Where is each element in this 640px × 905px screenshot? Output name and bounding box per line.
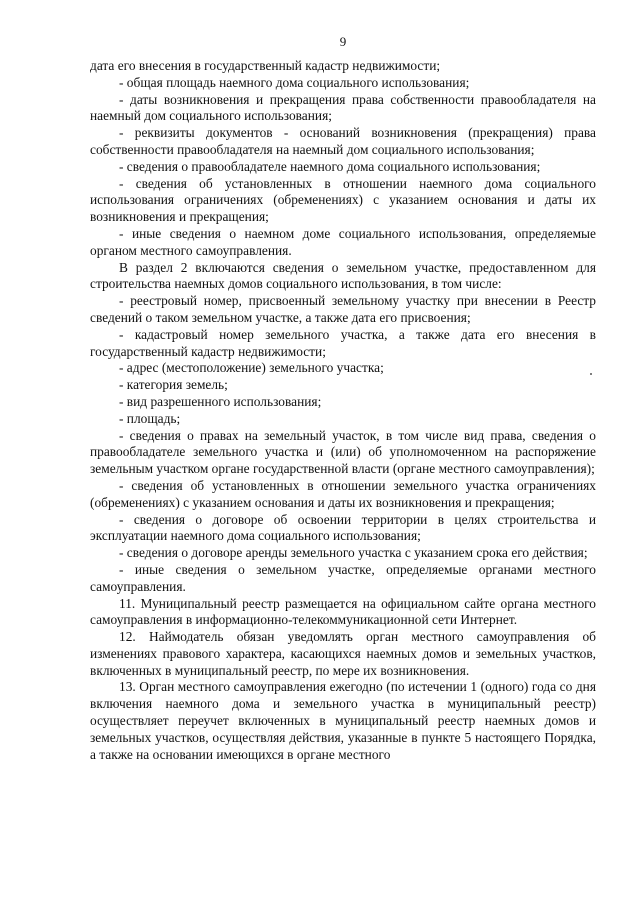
paragraph: - категория земель; <box>119 377 228 393</box>
paragraph: - сведения о договоре об освоении территории в целях строительства и эксплуатации наемного дома социального использования; <box>90 511 596 544</box>
paragraph: дата его внесения в государственный кадастр недвижимости; <box>90 58 441 73</box>
paragraph: В раздел 2 включаются сведения о земельном участке, предоставленном для строительства наемных домов социального использования, в том числе: <box>90 259 596 292</box>
paragraph: 12. Наймодатель обязан уведомлять орган местного самоуправления об изменениях правового характера, касающихся наемных домов и земельных участков, включенных в муниципальный реестр, по мере их возникновения. <box>90 629 596 678</box>
page-number: 9 <box>339 34 347 49</box>
paragraph: - вид разрешенного использования; <box>119 393 322 409</box>
paragraph: - даты возникновения и прекращения права собственности правообладателя на наемный дом социального использования; <box>90 91 596 124</box>
paragraph: - иные сведения о земельном участке, определяемые органами местного самоуправления. <box>90 561 596 594</box>
paragraph: - сведения о правах на земельный участок, в том числе вид права, сведения о правообладателе земельного участка и (или) об уполномоченном на распоряжение земельным участком органе государственной власти (органе местного самоуправления); <box>90 427 596 477</box>
paragraph: - реестровый номер, присвоенный земельному участку при внесении в Реестр сведений о таком земельном участке, а также дата его присвоения; <box>90 293 596 325</box>
paragraph: - площадь; <box>119 410 181 426</box>
paragraph: - общая площадь наемного дома социального использования; <box>119 74 470 90</box>
paragraph: - сведения о правообладателе наемного дома социального использования; <box>119 158 541 174</box>
paragraph: - иные сведения о наемном доме социального использования, определяемые органом местного самоуправления. <box>90 225 596 258</box>
paragraph: - кадастровый номер земельного участка, а также дата его внесения в государственный кадастр недвижимости; <box>90 326 596 359</box>
paragraph: - сведения о договоре аренды земельного участка с указанием срока его действия; <box>119 545 588 561</box>
paragraph: - адрес (местоположение) земельного участка; <box>119 360 384 376</box>
paragraph: 11. Муниципальный реестр размещается на официальном сайте органа местного самоуправления в информационно-телекоммуникационной сети Интернет. <box>90 595 596 628</box>
paragraph: 13. Орган местного самоуправления ежегодно (по истечении 1 (одного) года со дня включения наемного дома и земельного участка в муниципальный реестр) осуществляет переучет включенных в муниципальный реестр наемных домов и земельных участков, осуществляя действия, указанные в пункте 5 настоящего Порядка, а также на основании имеющихся в органе местного <box>90 679 596 762</box>
paragraph: - реквизиты документов - оснований возникновения (прекращения) права собственности правообладателя на наемный дом социального использования; <box>90 125 596 157</box>
scan-speck <box>590 373 592 375</box>
paragraph: - сведения об установленных в отношении земельного участка ограничениях (обременениях) с указанием основания и даты их возникновения и прекращения; <box>90 477 596 510</box>
paragraph: - сведения об установленных в отношении наемного дома социального использования ограничениях (обременениях) с указанием основания и даты их возникновения и прекращения; <box>90 175 596 225</box>
document-body <box>90 58 596 763</box>
